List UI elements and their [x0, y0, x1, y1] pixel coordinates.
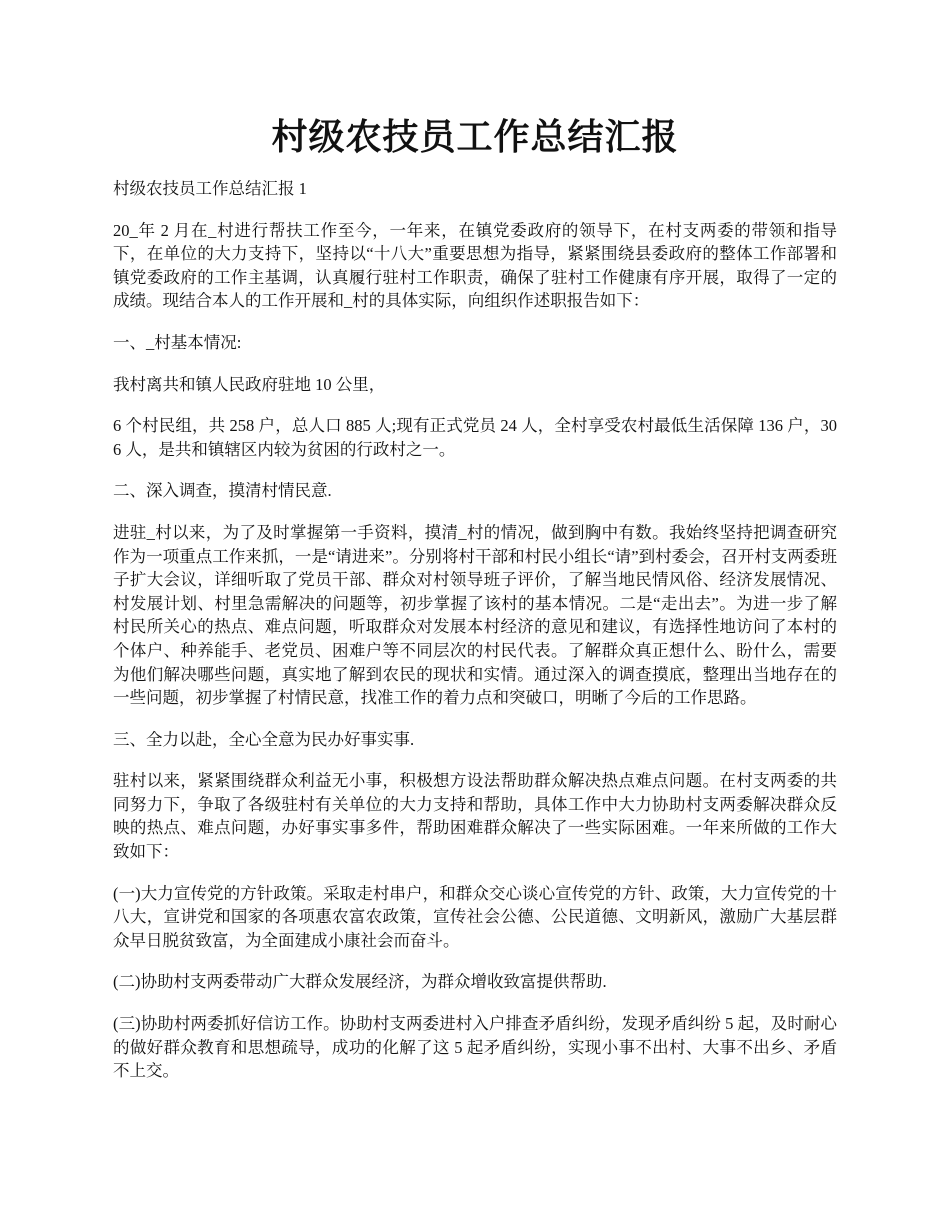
- paragraph-location: 我村离共和镇人民政府驻地 10 公里，: [113, 374, 386, 394]
- list-item-3: (三)协助村两委抓好信访工作。协助村支两委进村入户排查矛盾纠纷，发现矛盾纠纷 5 起，及时耐心的做好群众教育和思想疏导，成功的化解了这 5 起矛盾纠纷，实现小事不出村、大事不出乡、矛盾不上交。: [113, 1014, 837, 1081]
- paragraph-service: 驻村以来，紧紧围绕群众利益无小事，积极想方设法帮助群众解决热点难点问题。在村支两委的共同努力下，争取了各级驻村有关单位的大力支持和帮助，具体工作中大力协助村支两委解决群众反映的热点、难点问题，办好事实事多件，帮助困难群众解决了一些实际困难。一年来所做的工作大致如下：: [113, 771, 837, 862]
- section-heading-1: 一、_村基本情况:: [113, 332, 242, 352]
- list-item-1: (一)大力宣传党的方针政策。采取走村串户，和群众交心谈心宣传党的方针、政策，大力宣传党的十八大，宣讲党和国家的各项惠农富农政策，宣传社会公德、公民道德、文明新风，激励广大基层群众早日脱贫致富，为全面建成小康社会而奋斗。: [113, 883, 837, 950]
- section-heading-2: 二、深入调查，摸清村情民意.: [113, 481, 332, 501]
- document-body: [113, 177, 837, 1083]
- paragraph-investigation: 进驻_村以来，为了及时掌握第一手资料，摸清_村的情况，做到胸中有数。我始终坚持把调查研究作为一项重点工作来抓，一是“请进来”。分别将村干部和村民小组长“请”到村委会，召开村支两委班子扩大会议，详细听取了党员干部、群众对村领导班子评价，了解当地民情风俗、经济发展情况、村发展计划、村里急需解决的问题等，初步掌握了该村的基本情况。二是“走出去”。为进一步了解村民所关心的热点、难点问题，听取群众对发展本村经济的意见和建议，有选择性地访问了本村的个体户、种养能手、老党员、困难户等不同层次的村民代表。了解群众真正想什么、盼什么，需要为他们解决哪些问题，真实地了解到农民的现状和实情。通过深入的调查摸底，整理出当地存在的一些问题，初步掌握了村情民意，找准工作的着力点和突破口，明晰了今后的工作思路。: [113, 522, 837, 708]
- paragraph-population: 6 个村民组，共 258 户，总人口 885 人;现有正式党员 24 人，全村享受农村最低生活保障 136 户，306 人，是共和镇辖区内较为贫困的行政村之一。: [113, 416, 837, 459]
- subtitle-line: 村级农技员工作总结汇报 1: [113, 179, 307, 198]
- section-heading-3: 三、全力以赴，全心全意为民办好事实事.: [113, 729, 415, 749]
- list-item-2: (二)协助村支两委带动广大群众发展经济，为群众增收致富提供帮助.: [113, 972, 607, 992]
- intro-paragraph: 20_年 2 月在_村进行帮扶工作至今，一年来，在镇党委政府的领导下，在村支两委的带领和指导下，在单位的大力支持下，坚持以“十八大”重要思想为指导，紧紧围绕县委政府的整体工作部署和镇党委政府的工作主基调，认真履行驻村工作职责，确保了驻村工作健康有序开展，取得了一定的成绩。现结合本人的工作开展和_村的具体实际，向组织作述职报告如下：: [113, 220, 837, 311]
- document-title: 村级农技员工作总结汇报: [271, 117, 679, 157]
